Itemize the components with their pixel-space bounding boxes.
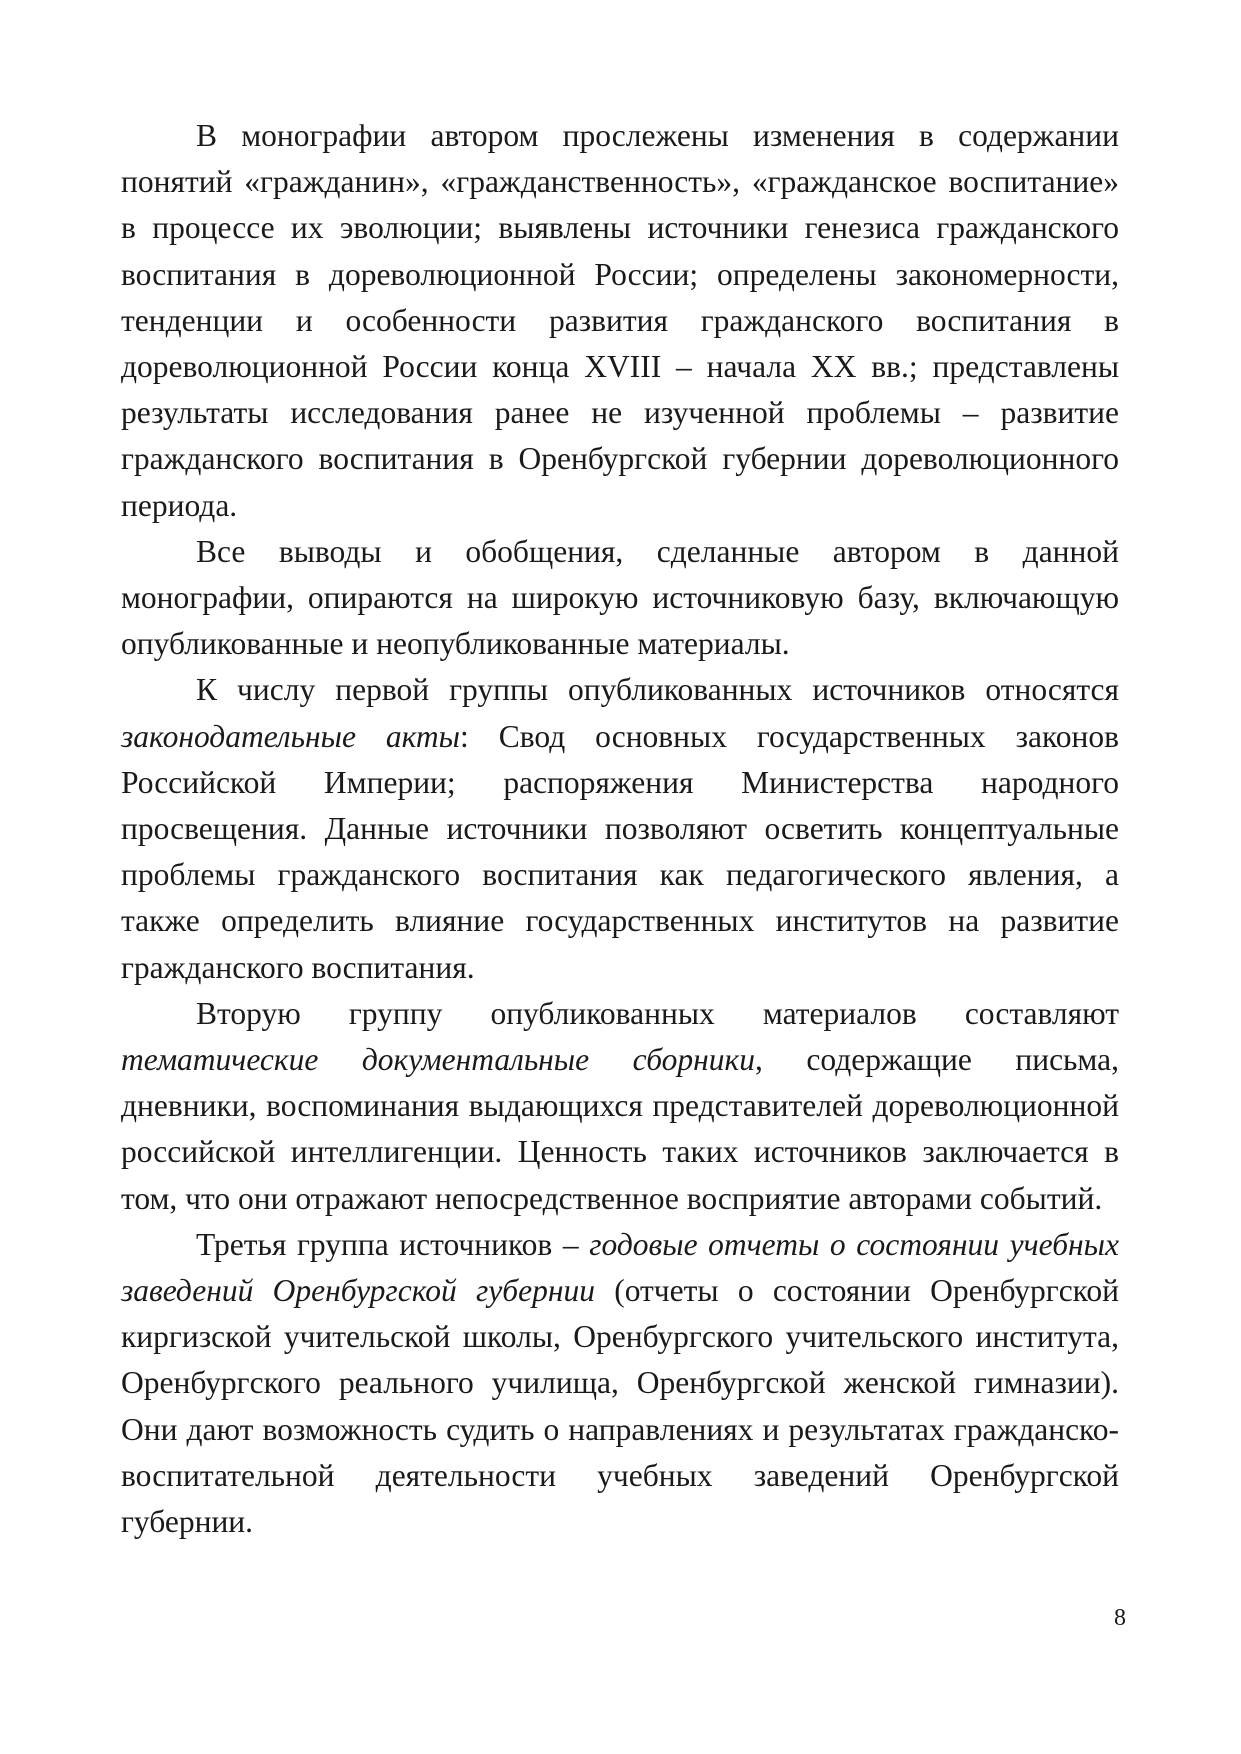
page-number: 8 [1114, 1605, 1126, 1631]
paragraph [121, 1222, 1119, 1545]
paragraph-text: : Свод основных государственных законов Российской Империи; распоряжения Министерства народного просвещения. Данные источники позволяют осветить концептуальные проблемы гражданского воспитания как педагогического явления, а также определить влияние государственных институтов на развитие гражданского воспитания. [121, 718, 1119, 985]
paragraph [121, 667, 1119, 990]
paragraph-text: (отчеты о состоянии Оренбургской киргизской учительской школы, Оренбургского учительского института, Оренбургского реального училища, Оренбургской женской гимназии). Они дают возможность судить о направлениях и результатах гражданско-воспитательной деятельности учебных заведений Оренбургской губернии. [121, 1273, 1119, 1540]
paragraph [121, 991, 1119, 1222]
paragraph-text: , содержащие письма, дневники, воспоминания выдающихся представителей дореволюционной российской интеллигенции. Ценность таких источников заключается в том, что они отражают непосредственное восприятие авторами событий. [121, 1042, 1119, 1216]
paragraph [121, 529, 1119, 668]
emphasis-text: тематические документальные сборники [121, 1042, 755, 1078]
paragraph-text: В монографии автором прослежены изменения в содержании понятий «гражданин», «гражданственность», «гражданское воспитание» в процессе их эволюции; выявлены источники генезиса гражданского воспитания в дореволюционной России; определены закономерности, тенденции и особенности развития гражданского воспитания в дореволюционной России конца XVIII – начала XX вв.; представлены результаты исследования ранее не изученной проблемы – развитие гражданского воспитания в Оренбургской губернии дореволюционного периода. [121, 118, 1119, 523]
paragraph-text: Третья группа источников – [196, 1226, 590, 1262]
paragraph-text: К числу первой группы опубликованных источников относятся [196, 672, 1119, 708]
paragraph-text: Вторую группу опубликованных материалов составляют [196, 995, 1119, 1031]
paragraph-text: Все выводы и обобщения, сделанные автором в данной монографии, опираются на широкую источниковую базу, включающую опубликованные и неопубликованные материалы. [121, 533, 1119, 662]
emphasis-text: законодательные акты [121, 718, 461, 754]
paragraph [121, 113, 1119, 529]
emphasis-text: годовые отчеты о состоянии учебных заведений Оренбургской губернии [121, 1226, 1119, 1309]
body-text [121, 113, 1119, 1545]
